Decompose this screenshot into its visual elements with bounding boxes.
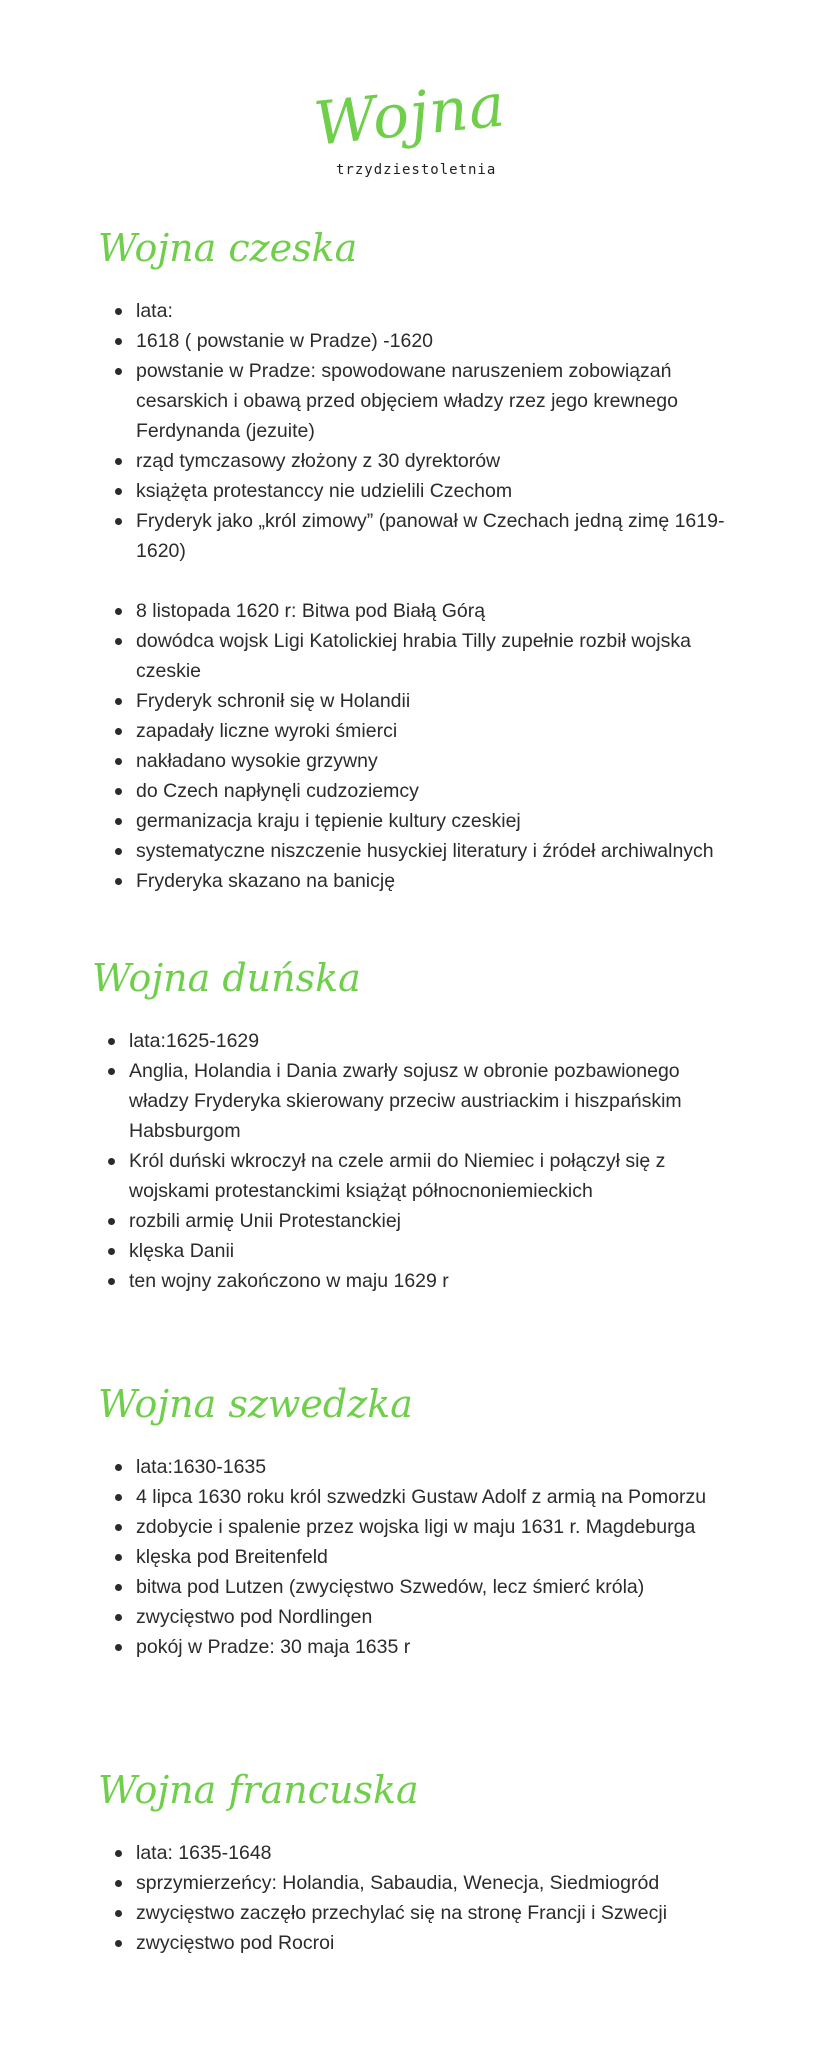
section-title-szwedzka: Wojna szwedzka <box>98 1382 413 1426</box>
list-item: klęska pod Breitenfeld <box>114 1542 754 1572</box>
list-item: pokój w Pradze: 30 maja 1635 r <box>114 1632 754 1662</box>
list-item: lata:1630-1635 <box>114 1452 754 1482</box>
list-item: lata: <box>114 296 734 326</box>
list-item: bitwa pod Lutzen (zwycięstwo Szwedów, lecz śmierć króla) <box>114 1572 754 1602</box>
page-header <box>300 70 530 190</box>
list-item: 4 lipca 1630 roku król szwedzki Gustaw Adolf z armią na Pomorzu <box>114 1482 754 1512</box>
list-item: zwycięstwo pod Rocroi <box>114 1928 754 1958</box>
section-title-czeska: Wojna czeska <box>98 226 358 270</box>
list-item: sprzymierzeńcy: Holandia, Sabaudia, Wenecja, Siedmiogród <box>114 1868 754 1898</box>
list-item: powstanie w Pradze: spowodowane naruszeniem zobowiązań cesarskich i obawą przed objęciem władzy rzez jego krewnego Ferdynanda (jezuite) <box>114 356 734 446</box>
list-item: Król duński wkroczył na czele armii do Niemiec i połączył się z wojskami protestanckimi książąt północnoniemieckich <box>107 1146 707 1206</box>
list-item: klęska Danii <box>107 1236 707 1266</box>
section-title-dunska: Wojna duńska <box>92 956 361 1000</box>
list-item: rząd tymczasowy złożony z 30 dyrektorów <box>114 446 734 476</box>
list-item: zapadały liczne wyroki śmierci <box>114 716 734 746</box>
list-item: 8 listopada 1620 r: Bitwa pod Białą Górą <box>114 596 734 626</box>
list-item: Anglia, Holandia i Dania zwarły sojusz w obronie pozbawionego władzy Fryderyka skierowany przeciw austriackim i hiszpańskim Habsburgom <box>107 1056 707 1146</box>
list-item: książęta protestanccy nie udzielili Czechom <box>114 476 734 506</box>
page-title: Wojna <box>310 70 509 160</box>
list-item: Fryderyk schronił się w Holandii <box>114 686 734 716</box>
list-item: Fryderyk jako „król zimowy” (panował w Czechach jedną zimę 1619-1620) <box>114 506 734 566</box>
list-dunska <box>107 1026 707 1296</box>
page-subtitle: trzydziestoletnia <box>336 162 497 178</box>
list-item: lata:1625-1629 <box>107 1026 707 1056</box>
list-item: rozbili armię Unii Protestanckiej <box>107 1206 707 1236</box>
list-czeska-2 <box>114 596 734 896</box>
list-item: germanizacja kraju i tępienie kultury czeskiej <box>114 806 734 836</box>
list-item: do Czech napłynęli cudzoziemcy <box>114 776 734 806</box>
list-item: systematyczne niszczenie husyckiej literatury i źródeł archiwalnych <box>114 836 734 866</box>
list-item: zdobycie i spalenie przez wojska ligi w maju 1631 r. Magdeburga <box>114 1512 754 1542</box>
list-item: dowódca wojsk Ligi Katolickiej hrabia Tilly zupełnie rozbił wojska czeskie <box>114 626 734 686</box>
section-title-francuska: Wojna francuska <box>98 1768 419 1812</box>
list-item: 1618 ( powstanie w Pradze) -1620 <box>114 326 734 356</box>
list-item: zwycięstwo zaczęło przechylać się na stronę Francji i Szwecji <box>114 1898 754 1928</box>
list-szwedzka <box>114 1452 754 1662</box>
list-item: ten wojny zakończono w maju 1629 r <box>107 1266 707 1296</box>
list-item: zwycięstwo pod Nordlingen <box>114 1602 754 1632</box>
list-czeska-1 <box>114 296 734 566</box>
list-item: lata: 1635-1648 <box>114 1838 754 1868</box>
list-item: nakładano wysokie grzywny <box>114 746 734 776</box>
list-item: Fryderyka skazano na banicję <box>114 866 734 896</box>
list-francuska <box>114 1838 754 1958</box>
